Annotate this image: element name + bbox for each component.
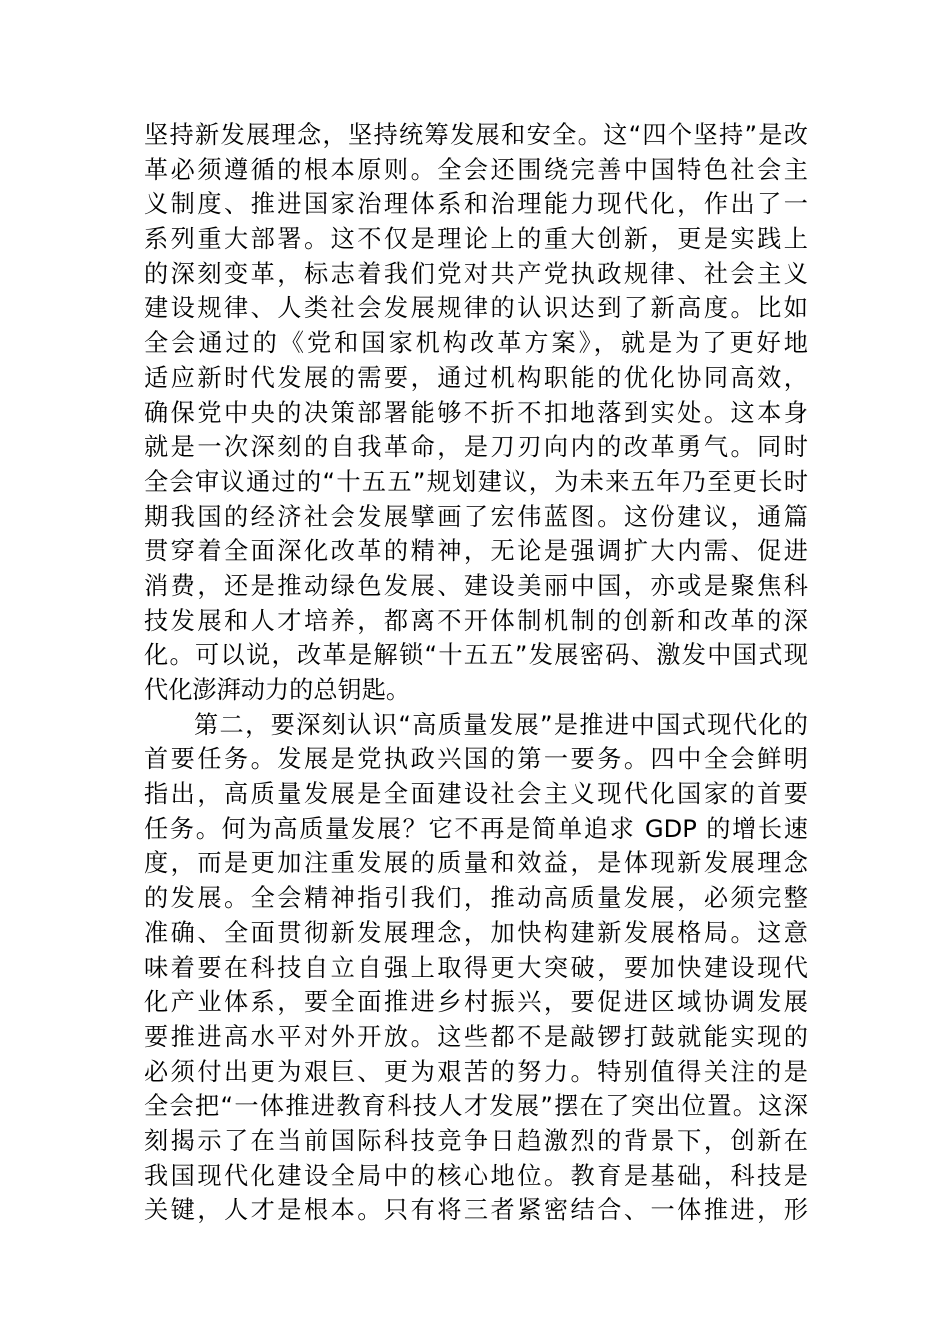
text-line: 度，而是更加注重发展的质量和效益，是体现新发展理念 — [144, 849, 808, 878]
text-line: 坚持新发展理念，坚持统筹发展和安全。这“四个坚持”是改 — [144, 121, 808, 149]
text-line: 首要任务。发展是党执政兴国的第一要务。四中全会鲜明 — [144, 745, 808, 774]
text-line: 关键，人才是根本。只有将三者紧密结合、一体推进，形 — [144, 1196, 808, 1225]
text-line: 全会把“一体推进教育科技人才发展”摆在了突出位置。这深 — [144, 1092, 808, 1121]
text-line: 的发展。全会精神指引我们，推动高质量发展，必须完整 — [144, 884, 808, 913]
text-line: 必须付出更为艰巨、更为艰苦的努力。特别值得关注的是 — [144, 1057, 808, 1086]
text-line: 系列重大部署。这不仅是理论上的重大创新，更是实践上 — [144, 225, 808, 254]
text-line: 刻揭示了在当前国际科技竞争日趋激烈的背景下，创新在 — [144, 1126, 808, 1155]
body-text — [144, 118, 808, 1228]
text-line: 革必须遵循的根本原则。全会还围绕完善中国特色社会主 — [144, 155, 808, 184]
text-line: 要推进高水平对外开放。这些都不是敲锣打鼓就能实现的 — [144, 1022, 808, 1051]
text-line: 化产业体系，要全面推进乡村振兴，要促进区域协调发展 — [144, 988, 808, 1017]
text-line: 适应新时代发展的需要，通过机构职能的优化协同高效， — [144, 363, 808, 392]
paragraph-start-line: 第二，要深刻认识“高质量发展”是推进中国式现代化的 — [194, 710, 808, 739]
text-line: 期我国的经济社会发展擘画了宏伟蓝图。这份建议，通篇 — [144, 502, 808, 531]
text-line: 义制度、推进国家治理体系和治理能力现代化，作出了一 — [144, 190, 808, 219]
text-line: 确保党中央的决策部署能够不折不扣地落到实处。这本身 — [144, 398, 808, 427]
text-line: 味着要在科技自立自强上取得更大突破，要加快建设现代 — [144, 953, 808, 982]
text-line: 消费，还是推动绿色发展、建设美丽中国，亦或是聚焦科 — [144, 571, 808, 600]
text-line: 全会通过的《党和国家机构改革方案》，就是为了更好地 — [144, 329, 808, 358]
text-line: 任务。何为高质量发展？它不再是简单追求 GDP 的增长速 — [144, 814, 808, 843]
text-line: 全会审议通过的“十五五”规划建议，为未来五年乃至更长时 — [144, 467, 808, 496]
text-line: 贯穿着全面深化改革的精神，无论是强调扩大内需、促进 — [144, 537, 808, 566]
paragraph-end-line: 代化澎湃动力的总钥匙。 — [144, 676, 411, 704]
text-line: 的深刻变革，标志着我们党对共产党执政规律、社会主义 — [144, 259, 808, 288]
text-line: 化。可以说，改革是解锁“十五五”发展密码、激发中国式现 — [144, 641, 808, 670]
text-line: 就是一次深刻的自我革命，是刀刃向内的改革勇气。同时 — [144, 433, 808, 462]
text-line: 指出，高质量发展是全面建设社会主义现代化国家的首要 — [144, 780, 808, 809]
text-line: 我国现代化建设全局中的核心地位。教育是基础，科技是 — [144, 1161, 808, 1190]
text-line: 准确、全面贯彻新发展理念，加快构建新发展格局。这意 — [144, 918, 808, 947]
text-line: 建设规律、人类社会发展规律的认识达到了新高度。比如 — [144, 294, 808, 323]
text-line: 技发展和人才培养，都离不开体制机制的创新和改革的深 — [144, 606, 808, 635]
